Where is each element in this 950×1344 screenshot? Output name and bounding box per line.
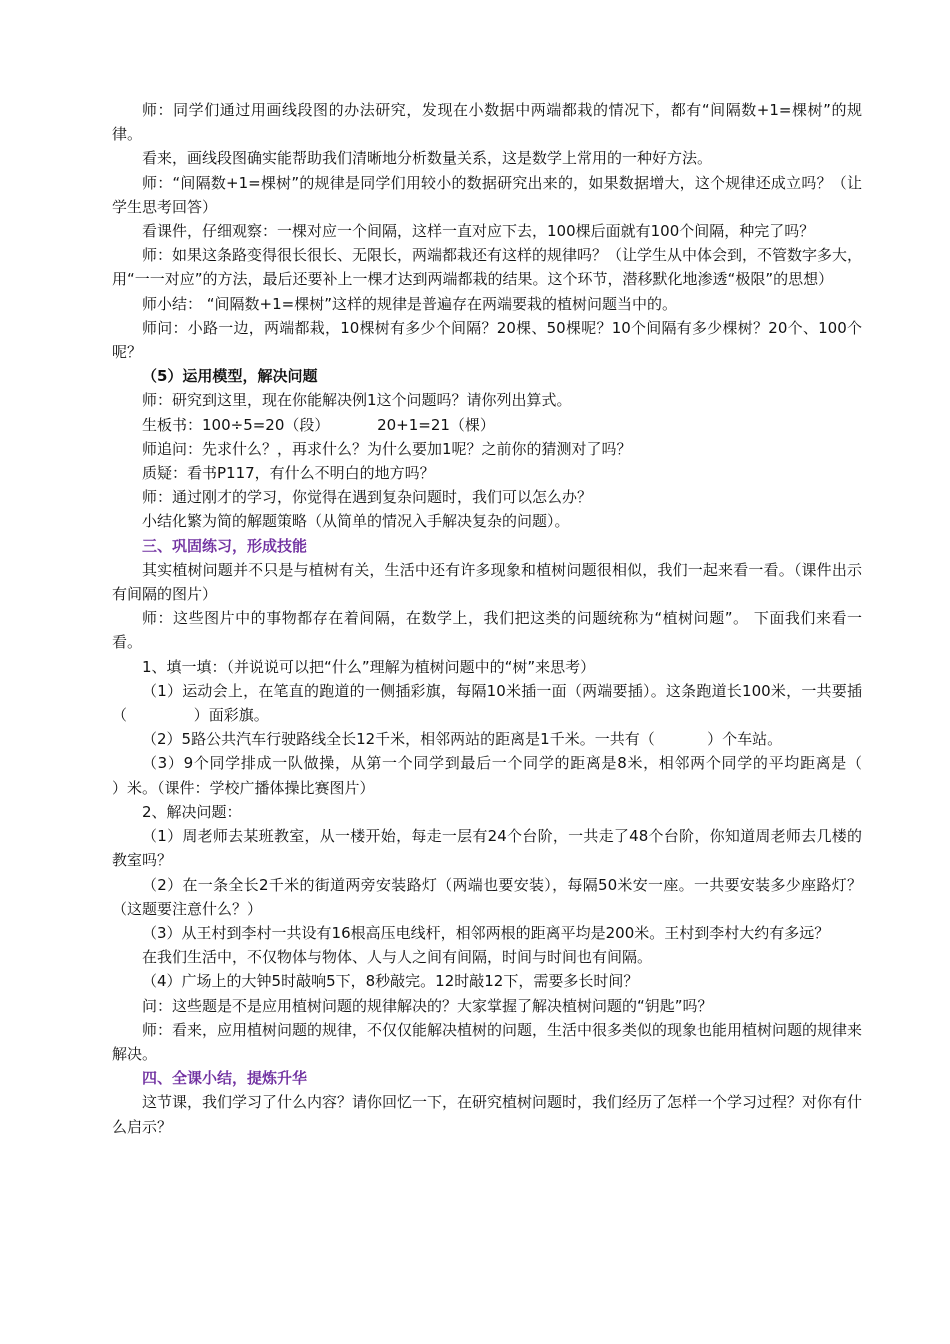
paragraph: 小结化繁为简的解题策略（从简单的情况入手解决复杂的问题）。 bbox=[142, 512, 570, 531]
subsection-heading: （5）运用模型，解决问题 bbox=[142, 367, 318, 386]
paragraph: 看课件，仔细观察：一棵对应一个间隔，这样一直对应下去，100棵后面就有100个间隔，种完了吗？ bbox=[142, 222, 815, 241]
paragraph: 师追问：先求什么？，再求什么？为什么要加1呢？之前你的猜测对了吗？ bbox=[142, 439, 632, 458]
paragraph: 质疑：看书P117，有什么不明白的地方吗？ bbox=[142, 464, 435, 483]
paragraph: 师问：小路一边，两端都栽，10棵树有多少个间隔？20棵、50棵呢？10个间隔有多少棵树？20个、100个呢？ bbox=[112, 318, 862, 362]
paragraph: 师：如果这条路变得很长很长、无限长，两端都栽还有这样的规律吗？（让学生从中体会到，不管数字多大，用“一一对应”的方法，最后还要补上一棵才达到两端都栽的结果。这个环节，潜移默化地渗透“极限”的思想） bbox=[112, 246, 863, 289]
paragraph: （3）9个同学排成一队做操，从第一个同学到最后一个同学的距离是8米，相邻两个同学的平均距离是（ ）米。（课件：学校广播体操比赛图片） bbox=[112, 754, 924, 797]
paragraph: （2）在一条全长2千米的街道两旁安装路灯（两端也要安装），每隔50米安一座。一共要安装多少座路灯？（这题要注意什么？） bbox=[112, 875, 862, 918]
section-heading: 四、全课小结，提炼升华 bbox=[142, 1069, 308, 1088]
paragraph: （2）5路公共汽车行驶路线全长12千米，相邻两站的距离是1千米。一共有（ ）个车站。 bbox=[142, 730, 783, 749]
paragraph: 2、解决问题： bbox=[142, 802, 242, 821]
paragraph: 问：这些题是不是应用植树问题的规律解决的？大家掌握了解决植树问题的“钥匙”吗？ bbox=[142, 996, 713, 1015]
paragraph: （1）运动会上，在笔直的跑道的一侧插彩旗，每隔10米插一面（两端要插）。这条跑道长100米，一共要插（ ）面彩旗。 bbox=[112, 681, 862, 725]
paragraph: 看来，画线段图确实能帮助我们清晰地分析数量关系，这是数学上常用的一种好方法。 bbox=[142, 149, 713, 168]
paragraph: 其实植树问题并不只是与植树有关，生活中还有许多现象和植树问题很相似，我们一起来看一看。（课件出示有间隔的图片） bbox=[112, 560, 862, 604]
paragraph: 师：这些图片中的事物都存在着间隔，在数学上，我们把这类的问题统称为“植树问题”。 下面我们来看一看。 bbox=[112, 609, 862, 652]
paragraph: 师：看来，应用植树问题的规律，不仅仅能解决植树的问题，生活中很多类似的现象也能用植树问题的规律来解决。 bbox=[112, 1020, 863, 1063]
paragraph: （4）广场上的大钟5时敲响5下，8秒敲完。12时敲12下，需要多长时间？ bbox=[142, 972, 639, 991]
paragraph: 生板书：100÷5=20（段） 20+1=21（棵） bbox=[142, 415, 495, 434]
paragraph: 师：“间隔数+1=棵树”的规律是同学们用较小的数据研究出来的，如果数据增大，这个规律还成立吗？（让学生思考回答） bbox=[112, 173, 862, 216]
paragraph: （1）周老师去某班教室，从一楼开始，每走一层有24个台阶，一共走了48个台阶，你知道周老师去几楼的教室吗？ bbox=[112, 827, 862, 870]
document-body bbox=[112, 98, 924, 1139]
section-heading: 三、巩固练习，形成技能 bbox=[142, 536, 308, 555]
paragraph: 师小结： “间隔数+1=棵树”这样的规律是普遍存在两端要栽的植树问题当中的。 bbox=[142, 294, 677, 313]
paragraph: 师：同学们通过用画线段图的办法研究，发现在小数据中两端都栽的情况下，都有“间隔数+1=棵树”的规律。 bbox=[112, 101, 862, 144]
paragraph: 1、填一填：（并说说可以把“什么”理解为植树问题中的“树”来思考） bbox=[142, 657, 596, 676]
paragraph: （3）从王村到李村一共设有16根高压电线杆，相邻两根的距离平均是200米。王村到李村大约有多远？ bbox=[142, 923, 830, 942]
paragraph: 在我们生活中，不仅物体与物体、人与人之间有间隔，时间与时间也有间隔。 bbox=[142, 948, 653, 967]
paragraph: 师：研究到这里，现在你能解决例1这个问题吗？请你列出算式。 bbox=[142, 391, 572, 410]
paragraph: 这节课，我们学习了什么内容？请你回忆一下，在研究植树问题时，我们经历了怎样一个学习过程？对你有什么启示？ bbox=[112, 1093, 863, 1136]
paragraph: 师：通过刚才的学习，你觉得在遇到复杂问题时，我们可以怎么办？ bbox=[142, 488, 593, 507]
